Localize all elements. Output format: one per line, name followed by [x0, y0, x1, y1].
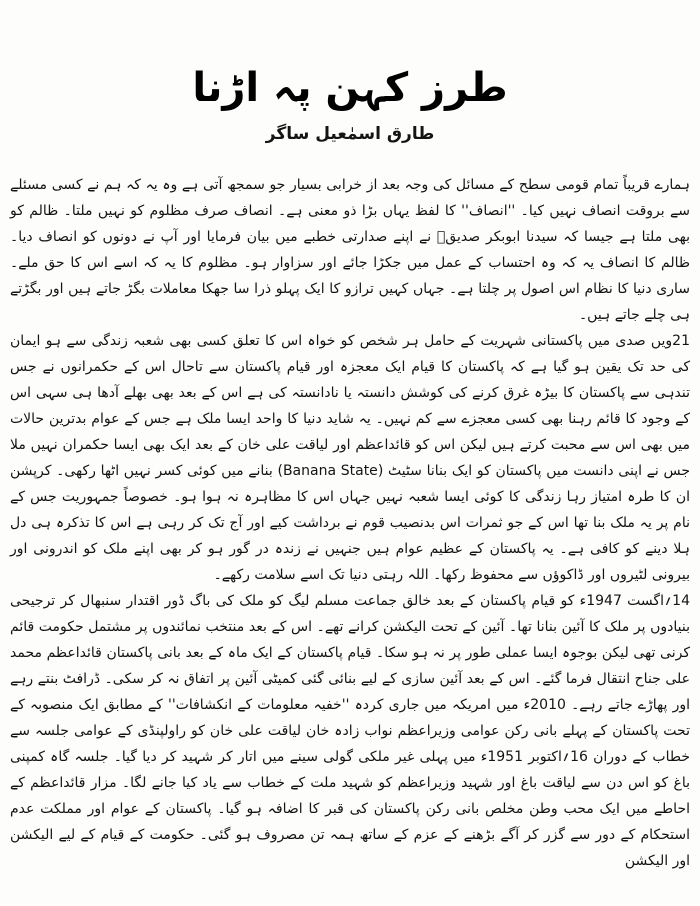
paragraph: 21ویں صدی میں پاکستانی شہریت کے حامل ہر شخص کو خواہ اس کا تعلق کسی بھی شعبہ زندگی سے ہو ایمان کی حد تک یقین ہو گیا ہے کہ پاکستان کا قیام ایک معجزہ اور قیام پاکستان سے تاحال اس کے حکمرانوں نے جس تندہی سے پاکستان کا بیڑہ غرق کرنے کی کوشش دانستہ یا نادانستہ کی ہے اس کے بعد بھی بھلے آدھا ہی سہی اس کے وجود کا قائم رہنا بھی کسی معجزے سے کم نہیں۔ یہ شاید دنیا کا واحد ایسا ملک ہے جس کے عوام بدترین حالات میں بھی اس سے محبت کرتے ہیں لیکن اس کو قائداعظم اور لیاقت علی خان کے بعد ایک بھی ایسا حکمران نہیں ملا جس نے اپنی دانست میں پاکستان کو ایک بنانا سٹیٹ (Banana State) بنانے میں کوئی کسر نہیں اٹھا رکھی۔ کرپشن ان کا طرہ امتیاز رہا زندگی کا کوئی ایسا شعبہ نہیں جہاں اس کا مظاہرہ نہ ہوا ہو۔ خصوصاً جمہوریت جس کے نام پر یہ ملک بنا تھا اس کے جو ثمرات اس بدنصیب قوم نے برداشت کیے اور آج تک کر رہی ہے اس کا تذکرہ ہی دل ہلا دینے کو کافی ہے۔ یہ پاکستان کے عظیم عوام ہیں جنہیں نے زندہ در گور ہو کر بھی اپنے ملک کو اندرونی اور بیرونی لٹیروں اور ڈاکوؤں سے محفوظ رکھا۔ اللہ رہتی دنیا تک اسے سلامت رکھے۔: [10, 333, 690, 583]
paragraph: ہمارے قریباً تمام قومی سطح کے مسائل کی وجہ بعد از خرابی بسیار جو سمجھ آتی ہے وہ یہ کہ ہم نے کسی مسئلے سے بروقت انصاف نہیں کیا۔ ''انصاف'' کا لفظ یہاں بڑا ذو معنی ہے۔ انصاف صرف مظلوم کو نہیں ملتا۔ ظالم کو بھی ملتا ہے جیسا کہ سیدنا ابوبکر صدیقؓ نے اپنے صدارتی خطبے میں بیان فرمایا اور آپ نے دونوں کو انصاف دیا۔ ظالم کا انصاف یہ کہ وہ احتساب کے عمل میں جکڑا جائے اور سزاوار ہو۔ مظلوم کا یہ کہ اسے اس کا حق ملے۔ ساری دنیا کا نظام اس اصول پر چلتا ہے۔ جہاں کہیں ترازو کا ایک پہلو ذرا سا جھکا معاملات بگڑ جاتے ہیں اور بگڑتے ہی چلے جاتے ہیں۔: [10, 177, 690, 323]
article-author: طارق اسمٰعیل ساگر: [265, 124, 435, 144]
paragraph: 14؍اگست 1947ء کو قیام پاکستان کے بعد خالق جماعت مسلم لیگ کو ملک کی باگ ڈور اقتدار سنبھال کر ترجیحی بنیادوں پر ملک کا آئین بنانا تھا۔ آئین کے تحت الیکشن کرانے تھے۔ اس کے بعد منتخب نمائندوں پر مشتمل حکومت قائم کرنی تھی لیکن بوجوہ ایسا عملی طور پر نہ ہو سکا۔ قیام پاکستان کے ایک ماہ کے بعد بانی پاکستان قائداعظم محمد علی جناح انتقال فرما گئے۔ اس کے بعد آئین سازی کے لیے بنائی گئی کمیٹی آئین پر اتفاق نہ کر سکی۔ ڈرافٹ بنتے رہے اور پھاڑے جاتے رہے۔ 2010ء میں امریکہ میں جاری کردہ ''خفیہ معلومات کے انکشافات'' کے مطابق ایک منصوبہ کے تحت پاکستان کے پہلے بانی رکن عوامی وزیراعظم نواب زادہ خان لیاقت علی خان کو راولپنڈی کے عوامی جلسہ سے خطاب کے دوران 16؍اکتوبر 1951ء میں پہلی غیر ملکی گولی سینے میں اتار کر شہید کر دیا گیا۔ جلسہ گاہ کمپنی باغ کو اس دن سے لیاقت باغ اور شہید وزیراعظم کو شہید ملت کے خطاب سے یاد کیا جانے لگا۔ مزار قائداعظم کے احاطے میں ایک محب وطن مخلص بانی رکن پاکستان کی قبر کا اضافہ ہو گیا۔ پاکستان کے عوام اور مملکت عدم استحکام کے دور سے گزر کر آگے بڑھنے کے عزم کے ساتھ ہمہ تن مصروف ہو گئی۔ حکومت کے قیام کے لیے الیکشن اور الیکشن: [10, 593, 690, 869]
article-title: طرز کہن پہ اڑنا: [192, 65, 508, 111]
article-body: [10, 172, 690, 874]
